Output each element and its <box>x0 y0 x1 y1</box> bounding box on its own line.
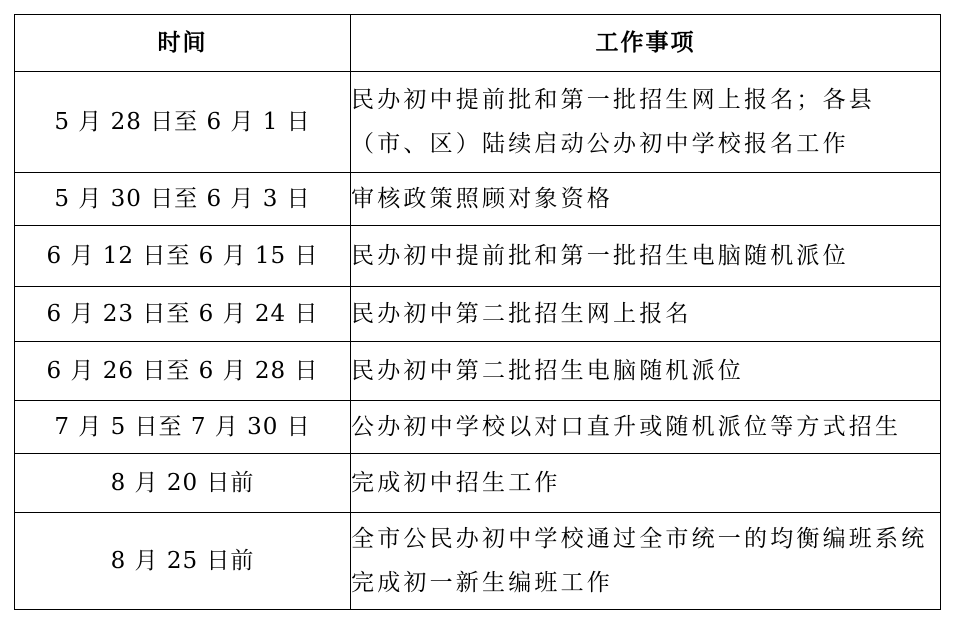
header-task: 工作事项 <box>351 15 941 72</box>
row-time: 5 月 28 日至 6 月 1 日 <box>15 72 351 173</box>
row-time: 5 月 30 日至 6 月 3 日 <box>15 173 351 226</box>
row-task: 完成初中招生工作 <box>351 454 941 513</box>
table-row <box>15 401 941 454</box>
table-row <box>15 72 941 173</box>
row-task: 审核政策照顾对象资格 <box>351 173 941 226</box>
row-task: 全市公民办初中学校通过全市统一的均衡编班系统完成初一新生编班工作 <box>351 513 941 610</box>
table-row <box>15 342 941 401</box>
row-time: 6 月 26 日至 6 月 28 日 <box>15 342 351 401</box>
row-task: 民办初中提前批和第一批招生电脑随机派位 <box>351 226 941 287</box>
row-time: 8 月 20 日前 <box>15 454 351 513</box>
table-row <box>15 287 941 342</box>
table-row <box>15 226 941 287</box>
table-header <box>15 15 941 72</box>
row-task: 公办初中学校以对口直升或随机派位等方式招生 <box>351 401 941 454</box>
table-row <box>15 454 941 513</box>
table-row <box>15 513 941 610</box>
table-body <box>15 72 941 610</box>
row-task: 民办初中第二批招生电脑随机派位 <box>351 342 941 401</box>
row-time: 8 月 25 日前 <box>15 513 351 610</box>
header-row <box>15 15 941 72</box>
row-task: 民办初中提前批和第一批招生网上报名；各县（市、区）陆续启动公办初中学校报名工作 <box>351 72 941 173</box>
table-row <box>15 173 941 226</box>
row-time: 7 月 5 日至 7 月 30 日 <box>15 401 351 454</box>
header-time: 时间 <box>15 15 351 72</box>
row-task: 民办初中第二批招生网上报名 <box>351 287 941 342</box>
row-time: 6 月 23 日至 6 月 24 日 <box>15 287 351 342</box>
row-time: 6 月 12 日至 6 月 15 日 <box>15 226 351 287</box>
schedule-table <box>14 14 941 610</box>
